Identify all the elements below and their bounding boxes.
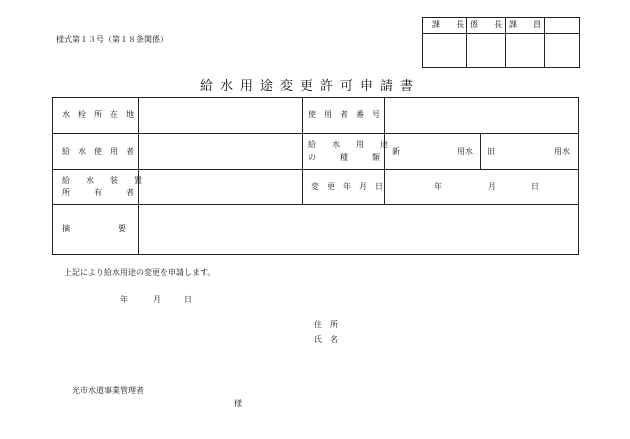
change-date-day: 日 bbox=[531, 182, 539, 191]
approval-header-subsection-chief: 係 長 bbox=[470, 20, 502, 29]
water-user-label: 給 水 使 用 者 bbox=[62, 147, 134, 156]
summary-label: 摘 要 bbox=[62, 224, 126, 233]
change-date-month: 月 bbox=[488, 182, 496, 191]
application-date-year: 年 bbox=[120, 295, 128, 304]
declaration-statement: 上記により給水用途の変更を申請します。 bbox=[64, 268, 216, 277]
new-usage-unit: 用水 bbox=[457, 147, 473, 156]
applicant-name-field[interactable] bbox=[345, 333, 575, 347]
application-date-month: 月 bbox=[153, 295, 161, 304]
user-number-field[interactable] bbox=[386, 99, 576, 131]
applicant-address-field[interactable] bbox=[345, 318, 575, 332]
old-usage-field[interactable] bbox=[499, 137, 551, 165]
addressee: 光市水道事業管理者 bbox=[72, 386, 144, 395]
device-owner-field[interactable] bbox=[140, 171, 300, 202]
approval-header-section-chief: 課 長 bbox=[432, 20, 464, 29]
change-date-label: 変 更 年 月 日 bbox=[311, 182, 383, 191]
hydrant-location-label: 水 栓 所 在 地 bbox=[62, 110, 134, 119]
device-owner-label-line2: 所 有 者 bbox=[62, 188, 134, 197]
application-date-day: 日 bbox=[184, 295, 192, 304]
applicant-name-label: 氏 名 bbox=[314, 335, 338, 344]
new-usage-label: 新 bbox=[392, 147, 400, 156]
addressee-honorific: 様 bbox=[234, 399, 242, 408]
summary-field[interactable] bbox=[140, 206, 576, 252]
change-date-year: 年 bbox=[434, 182, 442, 191]
applicant-address-label: 住 所 bbox=[314, 320, 338, 329]
old-usage-unit: 用水 bbox=[554, 147, 570, 156]
usage-type-label-line2: の 種 類 bbox=[308, 153, 380, 162]
approval-header-staff: 課 員 bbox=[509, 20, 541, 29]
form-number: 様式第１３号（第１８条関係） bbox=[56, 35, 168, 44]
old-usage-label: 旧 bbox=[487, 147, 495, 156]
water-user-field[interactable] bbox=[140, 135, 300, 167]
change-date-field[interactable] bbox=[386, 171, 576, 202]
device-owner-label-line1: 給 水 装 置 bbox=[62, 176, 142, 185]
form-title: 給水用途変更許可申請書 bbox=[200, 79, 421, 94]
hydrant-location-field[interactable] bbox=[140, 99, 300, 131]
usage-type-label-line1: 給 水 用 途 bbox=[308, 140, 388, 149]
new-usage-field[interactable] bbox=[404, 137, 454, 165]
user-number-label: 使 用 者 番 号 bbox=[308, 110, 380, 119]
